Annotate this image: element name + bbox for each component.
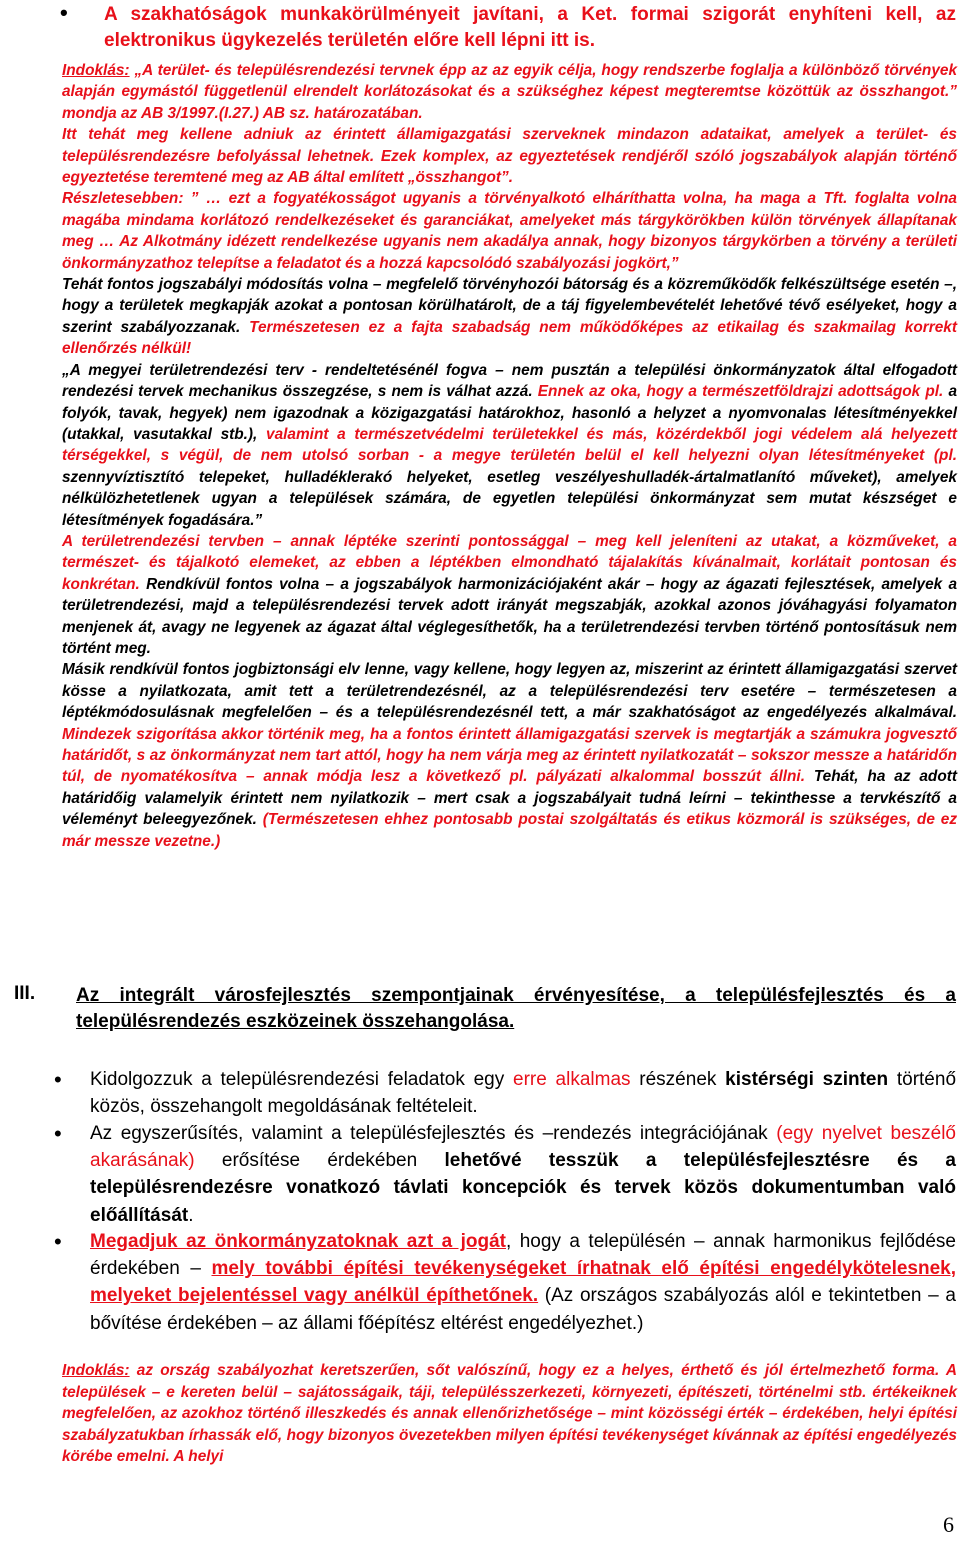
item-text: (Az országos szabályozás alól e tekintetben – a bővítése érdekében – az állami főépítész eltérést engedélyezhet.) [90,1285,956,1334]
bullet-icon: • [54,1067,62,1092]
paragraph: Itt tehát meg kellene adniuk az érintett államigazgatási szerveknek mindazon adataikat, amelyek a terület- és településrendezésre befolyással lehetnek. Ezek komplex, az egyeztetések rendjéről szóló jogszabályok alapján történő egyeztetése teremtené meg az AB által említett „összhangot”. [62,126,957,187]
indoklas-label: Indoklás: [62,62,130,79]
section-number: III. [14,983,36,1004]
paragraph: Részletesebben: ” … ezt a fogyatékosságot ugyanis a törvényalkotó elháríthatta volna, ha maga a Tft. foglalta volna magába mindama korlátozó rendelkezéseket és garanciákat, amelyeket más tárgykörökben külön törvények állapítanak meg … Az Alkotmány idézett rendelkezése ugyanis nem akadálya annak, hogy bizonyos tárgykörben a törvény a területi önkormányzathoz telepítse a feladatot és a hozzá kapcsolódó szabályozási jogkört,” [62,190,957,272]
paragraph-text: Mindezek szigorítása akkor történik meg, ha a fontos érintett államigazgatási szervek is megtartják a számukra jogvesztő határidőt, s az önkormányzat nem tart attól, hogy ha nem várja meg az érintett nyilatkozatát – sokszor messze a határidőn túl, de nyomatékosítva – annak módja lesz a következő pl. pályázati alkalommal bosszút állni. [62,725,957,786]
paragraph-text: „A terület- és településrendezési tervnek épp az az egyik célja, hogy rendszerbe foglalja a különböző törvények alapján egymástól függetlenül elrendelt korlátozásokat és a szükséghez képest megteremtse közöttük az összhangot.” mondja az AB 3/1997.(I.27.) AB sz. határozatában. [62,62,957,122]
paragraph-text: Ennek az oka, hogy a természetföldrajzi adottságok pl. [537,383,949,401]
paragraph-text: az ország szabályozhat keretszerűen, sőt valószínű, hogy ez a helyes, érthető és jól értelmezhető forma. A települések – e kereten belül – sajátosságaik, táji, településszerkezeti, környezeti, építészeti, történelmi stb. értékeiknek megfelelően, az azokhoz történő illeszkedés és annak ellenőrizhetősége – mint közösségi érték – érdekében, helyi építési szabályzatukban írhassák elő, hogy bizonyos övezetekben milyen építési tevékenységet kívánnak az építési engedélyezés körébe emelni. A helyi [62,1362,957,1465]
bullet-icon: • [54,1121,62,1146]
paragraph-text: a folyók, tavak, hegyek) nem igazodnak a közigazgatási határokhoz, hasonló a helyzet a nyomvonalas létesítményekkel (utakkal, vasutakkal stb.), [62,383,957,443]
item-text: lehetővé tesszük a településfejlesztésre és a településrendezésre vonatkozó távlati koncepciók és tervek közös dokumentumban való előállítását [90,1150,956,1226]
list-item [54,1120,956,1229]
paragraph-text: Másik rendkívül fontos jogbiztonsági elv lenne, vagy kellene, hogy legyen az, miszerint az érintett államigazgatási szervet kösse a nyilatkozata, amit tett a területrendezésnél, az a településrendezési terv esetére – természetesen a léptékmódosulásnak megfelelően – és a településrendezésnél tett, a már szakhatóságot az engedélyezés alkalmával. [62,661,957,722]
top-bullet-text: A szakhatóságok munkakörülményeit javítani, a Ket. formai szigorát enyhíteni kell, az elektronikus ügykezelés területén előre kell lépni itt is. [104,4,956,51]
item-text: történő közös, összehangolt megoldásának feltételeit. [90,1069,957,1118]
paragraph-text: Természetesen ez a fajta szabadság nem működőképes az etikailag és szakmailag korrekt ellenőrzés nélkül! [62,318,957,358]
paragraph-text: A területrendezési tervben – annak léptéke szerinti pontossággal – meg kell jeleníteni az utakat, a közműveket, a természet- és tájalkotó elemeket, az ebben a léptékben elmondható tájalakítás kívánalmait, korlátait pontosan és konkrétan. [62,532,957,593]
item-text: (egy nyelvet beszélő akarásának) [90,1123,956,1172]
item-text: . [188,1204,194,1226]
paragraph-text: „A megyei területrendezési terv - rendeltetésénél fogva – nem pusztán a települési önkormányzatok által elfogadott rendezési tervek mechanikus összegzése, s nem is válhat azzá. [62,361,957,401]
item-text: Megadjuk az önkormányzatoknak azt a jogát [90,1231,507,1252]
paragraph-text: valamint a természetvédelmi területekkel és más, közérdekből jogi védelem alá helyezett térségekkel, s végül, de nem utolsó sorban - a megye területén belül el kell helyezni olyan létesítményeket (pl. [62,425,957,465]
item-text: mely további építési tevékenységeket írhatnak elő építési engedélykötelesnek, melyeket bejelentéssel vagy anélkül építhetőnek. [90,1258,957,1307]
paragraph-text: Tehát fontos jogszabályi módosítás volna – megfelelő törvényhozói bátorság és a közreműködők felkészültsége esetén –, hogy a területek megkapják azokat a pontosan körülhatárolt, de a táj figyelembevételét lehetővé tévő esélyeket, hogy a szerint szabályozzanak. [62,276,957,336]
item-text: kistérségi szinten [725,1069,889,1090]
page-number: 6 [943,1512,954,1537]
justification-block-1 [62,60,957,852]
paragraph [62,360,957,531]
indoklas-label: Indoklás: [62,1362,130,1379]
paragraph [62,274,957,360]
paragraph-text: Tehát, ha az adott határidőig valamelyik érintett nem nyilatkozik – mert csak a jogszabályait tudná leírni – tekinthesse a tervkészítő a véleményt beleegyezőnek. [62,768,957,829]
paragraph [62,60,957,124]
list-item [54,1066,957,1120]
bullet-icon: • [60,0,68,25]
paragraph [62,659,957,852]
item-text: , hogy a településén – annak harmonikus fejlődése érdekében – [90,1231,956,1280]
list-item [54,1228,957,1337]
top-bullet [60,0,956,54]
paragraph [62,531,957,659]
paragraph-text: (Természetesen ehhez pontosabb postai szolgáltatás és etikus közmorál is szükséges, de ez már messze vezetne.) [62,811,958,850]
item-text: Az egyszerűsítés, valamint a településfejlesztés és –rendezés integrációjának [90,1123,777,1144]
item-text: erősítése érdekében [194,1150,445,1172]
item-text: részének [630,1069,726,1090]
item-text: Kidolgozzuk a településrendezési feladatok egy [90,1069,513,1090]
justification-block-2 [62,1360,957,1468]
section-title: Az integrált városfejlesztés szempontjainak érvényesítése, a településfejlesztés és a településrendezés eszközeinek összehangolása. [76,985,956,1032]
item-text: erre alkalmas [513,1069,631,1090]
paragraph-text: szennyvíztisztító telepeket, hulladéklerakó helyeket, esetleg veszélyeshulladék-ártalmatlanító műveket), amelyek nélkülözhetetlenek ugyan a települések számára, de egyetlen települési önkormányzat sem mutat készséget e létesítmények fogadására.” [62,468,957,529]
bullet-icon: • [54,1229,62,1254]
paragraph-text: Rendkívül fontos volna – a jogszabályok harmonizációjaként akár – hogy az ágazati fejlesztések, amelyek a területrendezési, majd a településrendezési tervek adott irányát megszabják, azokkal azonos jóváhagyási folyamaton menjenek át, avagy ne legyenek az ágazat által véglegesíthetők, ha a területrendezési tervben történő pontosításuk nem történt meg. [62,575,958,657]
